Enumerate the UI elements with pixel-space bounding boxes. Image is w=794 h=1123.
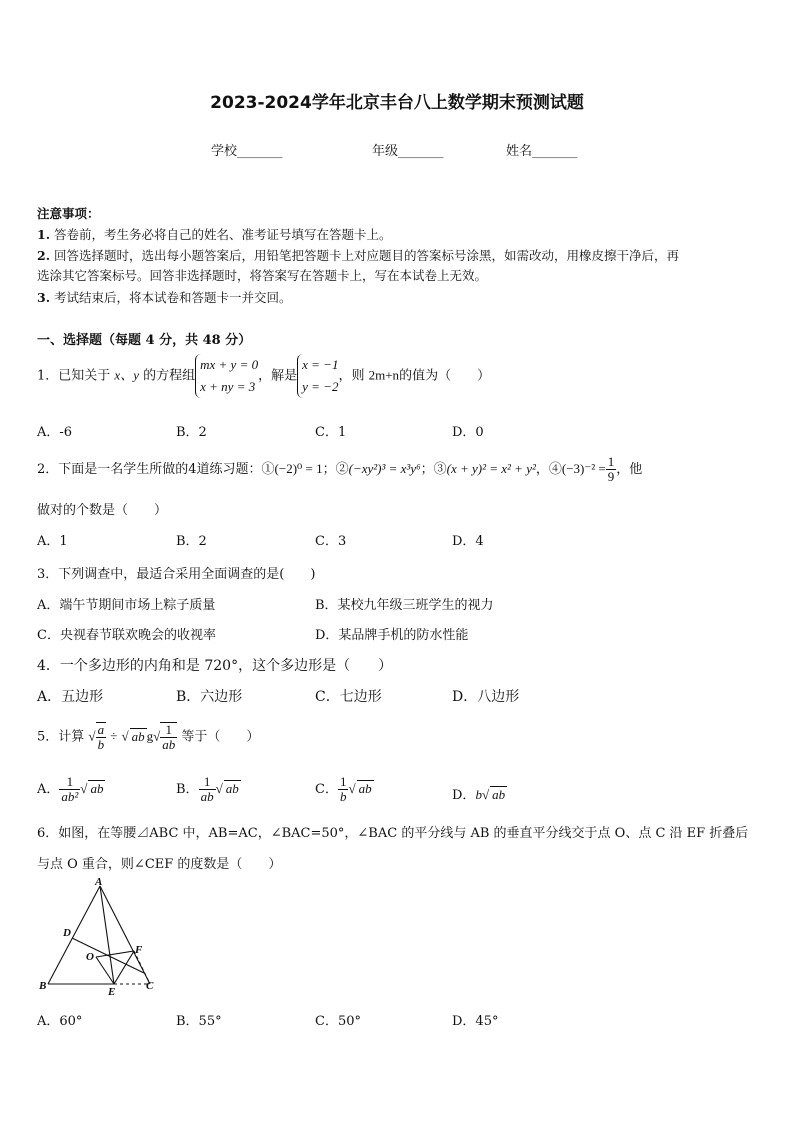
fraction: $\frac{1}{9}$ [607, 454, 615, 484]
notice-item: 1. 答卷前，考生务必将自己的姓名、准考证号填写在答题卡上。 [37, 227, 392, 242]
notice-item: 选涂其它答案标号。回答非选择题时，将答案写在答题卡上，写在本试卷上无效。 [37, 268, 488, 283]
option-d[interactable]: D．45° [452, 1014, 499, 1029]
label-d: D [63, 927, 71, 939]
label-f: F [135, 944, 143, 956]
grade-field: 年级_______ [372, 144, 444, 159]
segment-ab [48, 886, 100, 984]
solution-system: x = −1 y = −2 [297, 354, 338, 398]
question-2-line2: 做对的个数是（ ） [37, 503, 168, 518]
option-d[interactable]: D．某品牌手机的防水性能 [315, 628, 469, 643]
option-a[interactable]: A．-6 [37, 425, 73, 440]
triangle-figure [36, 876, 166, 998]
option-a[interactable]: A．60° [37, 1014, 83, 1029]
option-c[interactable]: C．3 [315, 534, 347, 549]
option-c[interactable]: C．50° [315, 1014, 361, 1029]
option-a[interactable]: A．端午节期间市场上粽子质量 [37, 598, 216, 613]
label-o: O [86, 951, 94, 963]
option-b[interactable]: B．某校九年级三班学生的视力 [315, 598, 494, 613]
label-b: B [39, 980, 47, 992]
label-c: C [146, 980, 154, 992]
option-d[interactable]: D．0 [452, 425, 484, 440]
option-a[interactable]: A．五边形 [37, 689, 104, 705]
option-b[interactable]: B．2 [176, 534, 207, 549]
option-b[interactable]: B．2 [176, 425, 207, 440]
segment-oe [96, 957, 114, 984]
option-c[interactable]: C．七边形 [315, 689, 382, 705]
question-1: 1．已知关于 x、y 的方程组 mx + y = 0 x + ny = 3 ，解是 x = −1 y = −2 ，则 2m+n的值为（ ） [37, 354, 490, 398]
question-6: 6．如图，在等腰⊿ABC 中，AB=AC，∠BAC=50°，∠BAC 的平分线与 AB 的垂直平分线交于点 O、点 C 沿 EF 折叠后 [37, 826, 749, 841]
question-6-line2: 与点 O 重合，则∠CEF 的度数是（ ） [37, 857, 282, 872]
option-a[interactable]: A． $\frac{1}{\text{ab²}}$ √ ab [37, 774, 104, 804]
school-field: 学校_______ [211, 144, 283, 159]
option-c[interactable]: C． $\frac{1}{b}$ √ ab [315, 774, 372, 804]
option-a[interactable]: A．1 [37, 534, 68, 549]
label-a: A [95, 876, 103, 888]
option-d[interactable]: D．b√ ab [452, 787, 506, 803]
option-c[interactable]: C．央视春节联欢晚会的收视率 [37, 628, 216, 643]
segment-fe [114, 951, 134, 984]
option-b[interactable]: B．55° [176, 1014, 222, 1029]
option-b[interactable]: B．六边形 [176, 689, 243, 705]
label-e: E [108, 986, 116, 998]
question-2: 2．下面是一名学生所做的4道练习题：①(−2)⁰ = 1；②(−xy²)³ = x³y⁶；③(x + y)² = x² + y²，④(−3)⁻² = $\frac{1}{9}$ ，他 [37, 454, 643, 484]
option-d[interactable]: D．4 [452, 534, 484, 549]
question-4: 4．一个多边形的内角和是 720°，这个多边形是（ ） [37, 658, 393, 674]
section-heading: 一、选择题（每题 4 分，共 48 分） [37, 333, 252, 348]
page-title: 2023-2024学年北京丰台八上数学期末预测试题 [210, 93, 584, 113]
option-d[interactable]: D．八边形 [452, 689, 520, 705]
equation-system: mx + y = 0 x + ny = 3 [195, 354, 258, 398]
option-b[interactable]: B． $\frac{1}{ab}$ √ ab [176, 774, 239, 804]
notice-item: 2. 回答选择题时，选出每小题答案后，用铅笔把答题卡上对应题目的答案标号涂黑，如需改动，用橡皮擦干净后，再 [37, 248, 680, 263]
question-5: 5．计算 √ $\frac{a}{b}$ ÷ √ ab g√ $\frac{1}{ab}$ 等于（ ） [37, 722, 260, 752]
name-field: 姓名_______ [506, 144, 578, 159]
question-3: 3．下列调查中，最适合采用全面调查的是( ) [37, 567, 316, 582]
notice-heading: 注意事项： [37, 206, 100, 221]
notice-item: 3. 考试结束后，将本试卷和答题卡一并交回。 [37, 290, 292, 305]
option-c[interactable]: C．1 [315, 425, 347, 440]
